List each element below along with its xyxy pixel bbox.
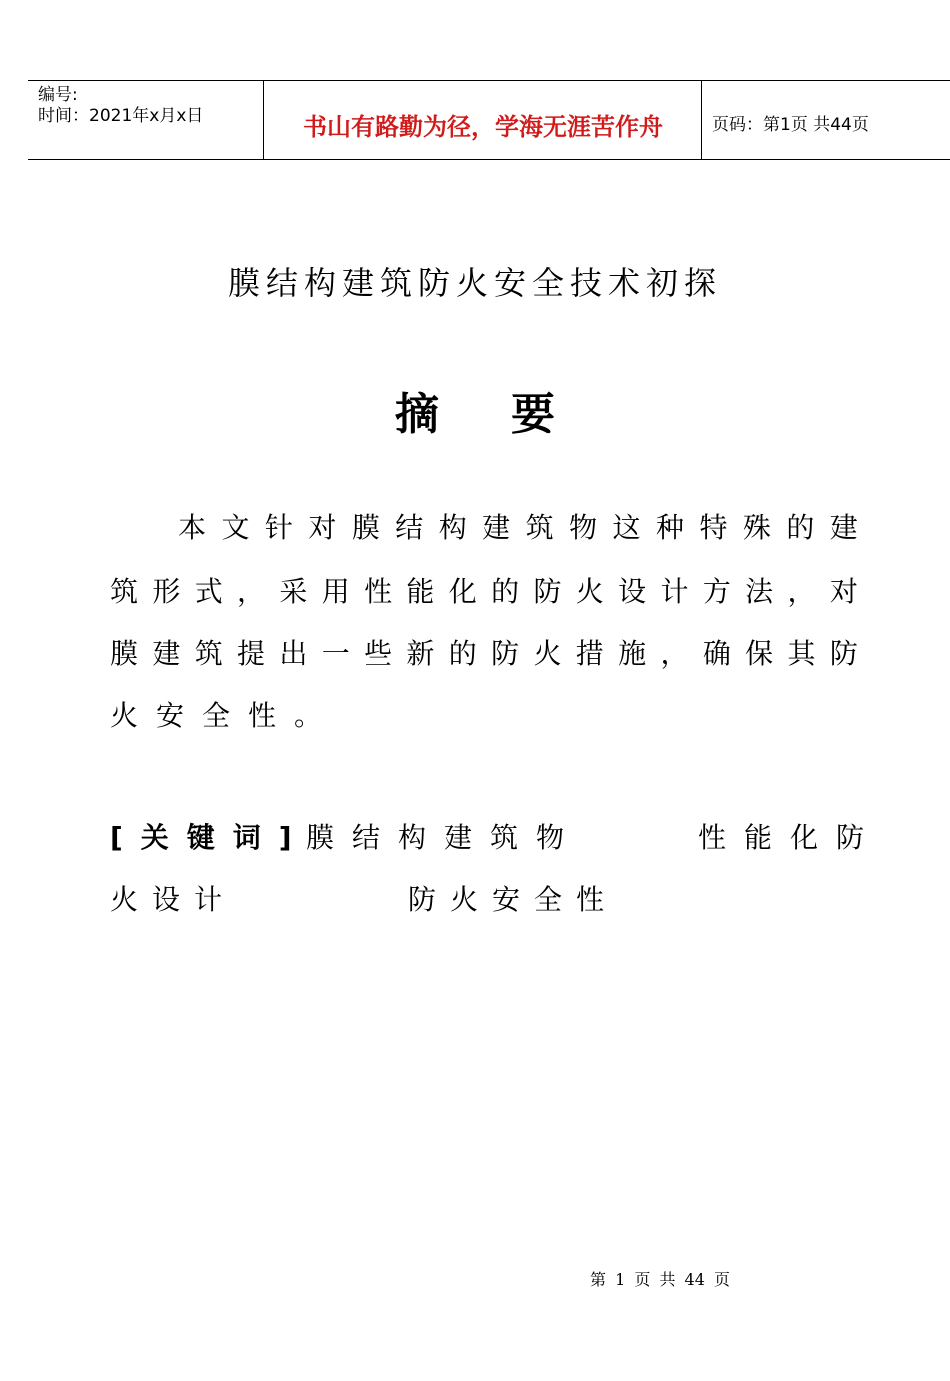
abstract-char: ， bbox=[787, 575, 816, 608]
abstract-char: 的 bbox=[491, 575, 520, 608]
abstract-char: 建 bbox=[829, 511, 858, 544]
abstract-char: 能 bbox=[406, 575, 435, 608]
abstract-char: 的 bbox=[448, 637, 477, 670]
abstract-char: 方 bbox=[702, 575, 731, 608]
abstract-char: 性 bbox=[364, 575, 393, 608]
abstract-char: 膜 bbox=[351, 511, 380, 544]
abstract-char: 膜 bbox=[110, 637, 139, 670]
abstract-char: 火 bbox=[533, 637, 562, 670]
abstract-char: 对 bbox=[308, 511, 337, 544]
abstract-char: 提 bbox=[237, 637, 266, 670]
header-meta bbox=[38, 85, 203, 127]
abstract-char: 些 bbox=[364, 637, 393, 670]
abstract-char: 本 bbox=[178, 511, 207, 544]
abstract-char: 一 bbox=[321, 637, 350, 670]
time-label: 时间：2021年x月x日 bbox=[38, 106, 204, 126]
abstract-char: 出 bbox=[279, 637, 308, 670]
abstract-char: 设 bbox=[618, 575, 647, 608]
abstract-char: 对 bbox=[829, 575, 858, 608]
abstract-char: 形 bbox=[152, 575, 181, 608]
header-motto: 书山有路勤为径，学海无涯苦作舟 bbox=[303, 113, 663, 141]
abstract-char: 建 bbox=[152, 637, 181, 670]
abstract-char: 特 bbox=[699, 511, 728, 544]
abstract-char: 火 bbox=[575, 575, 604, 608]
page-footer: 第 1 页 共 44 页 bbox=[590, 1270, 730, 1289]
keyword: 火设计 bbox=[110, 883, 237, 916]
abstract-char: 采 bbox=[279, 575, 308, 608]
abstract-char: 种 bbox=[655, 511, 684, 544]
abstract-line bbox=[110, 570, 858, 610]
header-page-info: 页码：第1页 共44页 bbox=[712, 115, 869, 135]
abstract-char: 筑 bbox=[525, 511, 554, 544]
abstract-char: 式 bbox=[194, 575, 223, 608]
abstract-char: 防 bbox=[491, 637, 520, 670]
keywords-label: [关键词] bbox=[110, 821, 310, 854]
keyword: 膜结构建筑物 bbox=[306, 821, 583, 854]
number-label: 编号: bbox=[38, 85, 78, 105]
abstract-char: 物 bbox=[569, 511, 598, 544]
abstract-char: 计 bbox=[660, 575, 689, 608]
abstract-line: 火安全性。 bbox=[110, 699, 341, 732]
abstract-char: 这 bbox=[612, 511, 641, 544]
abstract-heading bbox=[0, 378, 950, 442]
abstract-char: 针 bbox=[264, 511, 293, 544]
keyword: 防火安全性 bbox=[408, 883, 619, 916]
abstract-heading-char: 摘 bbox=[395, 389, 439, 440]
document-header bbox=[28, 80, 950, 160]
document-title: 膜结构建筑防火安全技术初探 bbox=[227, 264, 722, 302]
abstract-char: 建 bbox=[482, 511, 511, 544]
abstract-char: 确 bbox=[702, 637, 731, 670]
abstract-heading-char: 要 bbox=[511, 389, 555, 440]
abstract-char: 殊 bbox=[742, 511, 771, 544]
abstract-char: 结 bbox=[395, 511, 424, 544]
abstract-char: 筑 bbox=[194, 637, 223, 670]
abstract-char: 法 bbox=[745, 575, 774, 608]
abstract-char: 化 bbox=[448, 575, 477, 608]
abstract-char: ， bbox=[237, 575, 266, 608]
abstract-char: 的 bbox=[786, 511, 815, 544]
abstract-char: 防 bbox=[829, 637, 858, 670]
abstract-char: 构 bbox=[438, 511, 467, 544]
abstract-char: 用 bbox=[321, 575, 350, 608]
abstract-char: ， bbox=[660, 637, 689, 670]
abstract-char: 施 bbox=[618, 637, 647, 670]
keyword: 性能化防 bbox=[698, 821, 883, 854]
abstract-line bbox=[178, 506, 858, 546]
abstract-char: 其 bbox=[787, 637, 816, 670]
abstract-line bbox=[110, 632, 858, 672]
abstract-char: 筑 bbox=[110, 575, 139, 608]
abstract-char: 新 bbox=[406, 637, 435, 670]
abstract-char: 措 bbox=[575, 637, 604, 670]
abstract-char: 文 bbox=[221, 511, 250, 544]
abstract-char: 防 bbox=[533, 575, 562, 608]
abstract-char: 保 bbox=[745, 637, 774, 670]
